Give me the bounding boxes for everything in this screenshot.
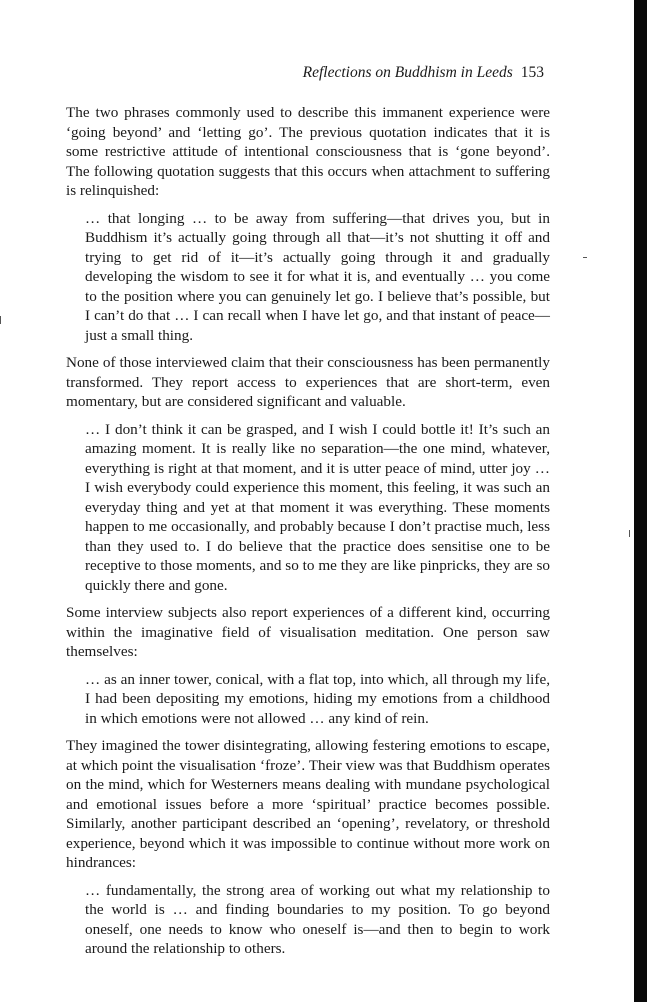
body-text [66,103,550,967]
paragraph: None of those interviewed claim that their consciousness has been permanently transformed. They report access to experiences that are short-term, even momentary, but are considered significant and valuable. [66,354,550,410]
scan-mark [629,530,630,537]
page-number: 153 [520,64,544,81]
scan-mark [0,316,1,324]
paragraph: The two phrases commonly used to describe this immanent experience were ‘going beyond’ and ‘letting go’. The previous quotation indicates that it is some restrictive attitude of intentional consciousness that is ‘gone beyond’. The following quotation suggests that this occurs when attachment to suffering is relinquished: [66,104,550,199]
running-head [66,62,544,84]
page-edge-shadow [634,0,647,1002]
block-quote: … as an inner tower, conical, with a flat top, into which, all through my life, I had been depositing my emotions, hiding my emotions from a childhood in which emotions were not allowed … any kind of rein. [85,670,550,727]
scan-mark [583,257,587,258]
block-quote: … I don’t think it can be grasped, and I wish I could bottle it! It’s such an amazing moment. It is really like no separation—the one mind, whatever, everything is right at that moment, and it is utter peace of mind, utter joy … I wish everybody could experience this moment, this feeling, it was such an everyday thing and yet at that moment it was everything. These moments happen to me occasionally, and probably because I don’t practise much, less than they used to. I do believe that the practice does sensitise one to be receptive to those moments, and so to me they are like pinpricks, they are so quickly there and gone. [85,420,550,594]
paragraph: They imagined the tower disintegrating, allowing festering emotions to escape, at which point the visualisation ‘froze’. Their view was that Buddhism operates on the mind, which for Westerners means dealing with mundane psychological and emotional issues before a more ‘spiritual’ practice becomes possible. Similarly, another participant described an ‘opening’, revelatory, or threshold experience, beyond which it was impossible to continue without more work on hindrances: [66,737,550,871]
block-quote: … fundamentally, the strong area of working out what my relationship to the world is … and finding boundaries to my position. To go beyond oneself, one needs to know who oneself is—and then to begin to work around the relationship to others. [85,881,550,957]
block-quote: … that longing … to be away from suffering—that drives you, but in Buddhism it’s actually going through all that—it’s not shutting it off and trying to get rid of it—it’s actually going through it and gradually developing the wisdom to see it for what it is, and eventually … you come to the position where you can genuinely let go. I believe that’s possible, but I can’t do that … I can recall when I have let go, and that instant of peace—just a small thing. [85,209,550,344]
running-title: Reflections on Buddhism in Leeds [302,64,513,81]
paragraph: Some interview subjects also report experiences of a different kind, occurring within the imaginative field of visualisation meditation. One person saw themselves: [66,604,550,660]
